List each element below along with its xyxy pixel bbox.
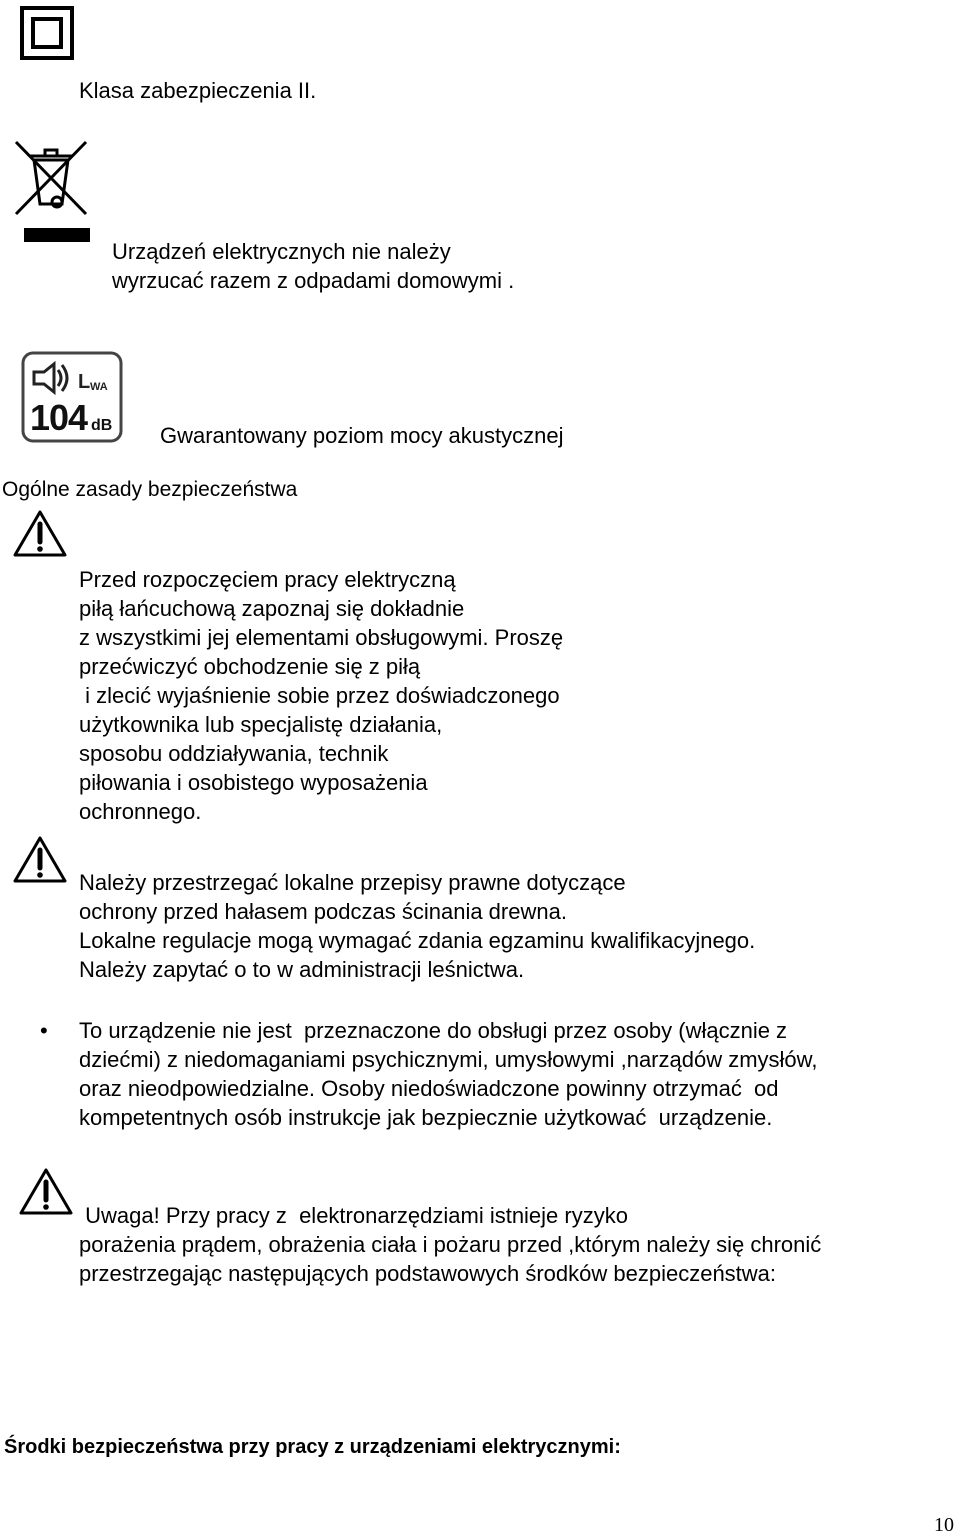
warning1-line: piłowania i osobistego wyposażenia [79, 770, 428, 795]
warning-triangle-icon [18, 1166, 74, 1216]
warning3-line: Uwaga! Przy pracy z elektronarzędziami istnieje ryzyko [79, 1203, 628, 1228]
warning2-line: Należy przestrzegać lokalne przepisy prawne dotyczące [79, 870, 626, 895]
warning1-line: przećwiczyć obchodzenie się z piłą [79, 654, 421, 679]
warning1-text [79, 565, 563, 826]
double-square-icon [20, 6, 74, 60]
warning1-line: z wszystkimi jej elementami obsługowymi. Proszę [79, 625, 564, 650]
warning3-line: porażenia prądem, obrażenia ciała i pożaru przed ,którym należy się chronić [79, 1232, 822, 1257]
noise-label-unit: dB [91, 417, 113, 434]
crossed-bin-icon [12, 138, 90, 248]
bullet-text [79, 1016, 817, 1132]
warning-triangle-icon [12, 508, 68, 558]
warning3-text [79, 1201, 821, 1288]
bullet-line: kompetentnych osób instrukcje jak bezpiecznie użytkować urządzenie. [79, 1105, 773, 1130]
general-safety-heading: Ogólne zasady bezpieczeństwa [2, 478, 298, 501]
warning2-line: ochrony przed hałasem podczas ścinania drewna. [79, 899, 567, 924]
warning1-line: użytkownika lub specjalistę działania, [79, 712, 443, 737]
bullet-line: To urządzenie nie jest przeznaczone do obsługi przez osoby (włącznie z [79, 1018, 788, 1043]
class2-text: Klasa zabezpieczenia II. [79, 78, 317, 103]
noise-label-lwa: L [78, 371, 91, 393]
warning1-line: piłą łańcuchową zapoznaj się dokładnie [79, 596, 465, 621]
noise-label-value: 104 [30, 397, 88, 438]
bullet-glyph: • [40, 1018, 48, 1043]
bullet-line: dziećmi) z niedomaganiami psychicznymi, umysłowymi ,narządów zmysłów, [79, 1047, 818, 1072]
warning3-line: przestrzegając następujących podstawowych środków bezpieczeństwa: [79, 1261, 777, 1286]
page-number: 10 [934, 1514, 954, 1536]
weee-text [112, 237, 514, 295]
warning1-line: i zlecić wyjaśnienie sobie przez doświadczonego [79, 683, 560, 708]
warning2-text [79, 868, 755, 984]
electrical-safety-heading: Środki bezpieczeństwa przy pracy z urządzeniami elektrycznymi: [4, 1436, 621, 1458]
warning1-line: Przed rozpoczęciem pracy elektryczną [79, 567, 456, 592]
noise-text: Gwarantowany poziom mocy akustycznej [160, 423, 564, 448]
warning1-line: sposobu oddziaływania, technik [79, 741, 389, 766]
bullet-line: oraz nieodpowiedzialne. Osoby niedoświadczone powinny otrzymać od [79, 1076, 779, 1101]
sound-power-label-icon [20, 350, 124, 444]
weee-line: Urządzeń elektrycznych nie należy [112, 239, 451, 264]
warning2-line: Lokalne regulacje mogą wymagać zdania egzaminu kwalifikacyjnego. [79, 928, 756, 953]
warning2-line: Należy zapytać o to w administracji leśnictwa. [79, 957, 525, 982]
warning1-line: ochronnego. [79, 799, 202, 824]
noise-label-lwa-sub: WA [90, 381, 108, 393]
warning-triangle-icon [12, 834, 68, 884]
weee-line: wyrzucać razem z odpadami domowymi . [112, 268, 515, 293]
